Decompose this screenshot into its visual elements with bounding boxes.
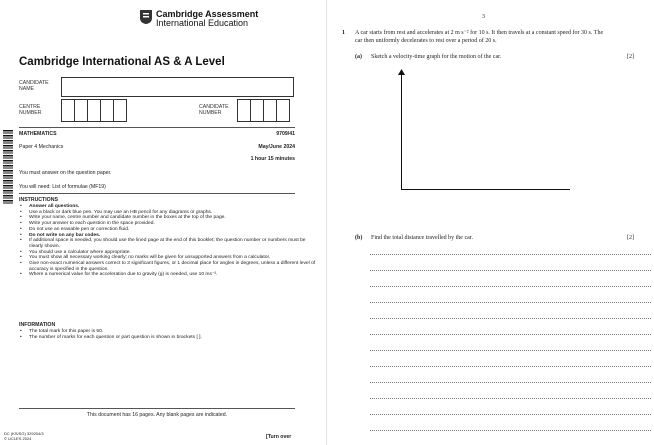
answer-line[interactable] bbox=[370, 382, 651, 383]
answer-line[interactable] bbox=[370, 334, 651, 335]
cambridge-logo bbox=[140, 10, 258, 28]
list-item: • Answer all questions. bbox=[19, 204, 317, 210]
question-text-2: car then uniformly decelerates to rest over a period of 20 s. bbox=[355, 38, 497, 44]
candidate-number-cell[interactable] bbox=[263, 99, 277, 122]
answer-line[interactable] bbox=[370, 430, 651, 431]
logo-line-2: International Education bbox=[156, 18, 249, 28]
instructions-heading: INSTRUCTIONS bbox=[19, 197, 58, 203]
list-item: • The total mark for this paper is 50. bbox=[19, 329, 317, 335]
list-item: • You must show all necessary working clearly; no marks will be given for unsupported answers from a calculator. bbox=[19, 255, 317, 261]
answer-line[interactable] bbox=[370, 366, 651, 367]
candidate-name-label: CANDIDATE NAME bbox=[19, 80, 49, 92]
divider bbox=[19, 193, 295, 194]
list-item: • The number of marks for each question or part question is shown in brackets [ ]. bbox=[19, 335, 317, 341]
session: May/June 2024 bbox=[258, 144, 295, 150]
logo-line-1: Cambridge Assessment bbox=[156, 9, 259, 19]
answer-note: You must answer on the question paper. bbox=[19, 170, 112, 176]
candidate-number-field[interactable] bbox=[238, 99, 290, 122]
centre-number-cell[interactable] bbox=[61, 99, 75, 122]
centre-number-cell[interactable] bbox=[87, 99, 101, 122]
answer-line[interactable] bbox=[370, 270, 651, 271]
list-item: • Use a black or dark blue pen. You may use an HB pencil for any diagrams or graphs. bbox=[19, 210, 317, 216]
question-page bbox=[332, 0, 654, 445]
page-divider bbox=[326, 0, 327, 445]
subject: MATHEMATICS bbox=[19, 131, 57, 137]
paper-code: 9709/41 bbox=[276, 131, 295, 137]
answer-line[interactable] bbox=[370, 398, 651, 399]
part-a-label: (a) bbox=[355, 54, 362, 60]
axis-arrow-icon bbox=[398, 69, 405, 75]
question-text-1: A car starts from rest and accelerates at 2 m s⁻² for 10 s. It then travels at a constant speed for 30 s. The bbox=[355, 30, 604, 36]
copyright: © UCLES 2024 bbox=[4, 436, 32, 441]
page-number: 3 bbox=[482, 14, 485, 20]
candidate-number-label: CANDIDATE NUMBER bbox=[199, 104, 229, 116]
candidate-number-cell[interactable] bbox=[237, 99, 251, 122]
answer-line[interactable] bbox=[370, 414, 651, 415]
centre-number-cell[interactable] bbox=[113, 99, 127, 122]
materials-note: You will need: List of formulae (MF19) bbox=[19, 184, 106, 190]
information-list bbox=[19, 329, 317, 340]
centre-number-field[interactable] bbox=[62, 99, 127, 122]
centre-number-cell[interactable] bbox=[100, 99, 114, 122]
centre-number-label: CENTRE NUMBER bbox=[19, 104, 42, 116]
part-a-marks: [2] bbox=[627, 54, 634, 60]
divider bbox=[19, 408, 295, 409]
list-item: • If additional space is needed, you should use the lined page at the end of this booklet; the question number or numbers must be clearly shown. bbox=[19, 238, 317, 249]
list-item: • Write your name, centre number and candidate number in the boxes at the top of the page. bbox=[19, 215, 317, 221]
candidate-name-field[interactable] bbox=[61, 77, 294, 97]
page-title: Cambridge International AS & A Level bbox=[19, 56, 225, 68]
paper-name: Paper 4 Mechanics bbox=[19, 144, 64, 150]
centre-number-cell[interactable] bbox=[74, 99, 88, 122]
answer-line[interactable] bbox=[370, 302, 651, 303]
crest-icon bbox=[140, 10, 152, 24]
cover-page bbox=[0, 0, 322, 445]
list-item: • You should use a calculator where appropriate. bbox=[19, 250, 317, 256]
candidate-number-cell[interactable] bbox=[250, 99, 264, 122]
instructions-list bbox=[19, 204, 317, 278]
answer-line[interactable] bbox=[370, 254, 651, 255]
part-b-marks: [2] bbox=[627, 235, 634, 241]
part-b-text: Find the total distance travelled by the car. bbox=[371, 235, 473, 241]
answer-line[interactable] bbox=[370, 286, 651, 287]
information-heading: INFORMATION bbox=[19, 322, 56, 328]
list-item: • Give non-exact numerical answers correct to 3 significant figures, or 1 decimal place for angles in degrees, unless a different level of accuracy is specified in the question. bbox=[19, 261, 317, 272]
turn-over: [Turn over bbox=[266, 434, 292, 440]
list-item: • Do not write on any bar codes. bbox=[19, 233, 317, 239]
divider bbox=[19, 127, 295, 128]
barcode bbox=[3, 130, 13, 205]
question-number: 1 bbox=[342, 30, 345, 36]
list-item: • Do not use an erasable pen or correction fluid. bbox=[19, 227, 317, 233]
duration: 1 hour 15 minutes bbox=[250, 156, 295, 162]
list-item: • Where a numerical value for the acceleration due to gravity (g) is needed, use 10 ms⁻². bbox=[19, 272, 317, 278]
candidate-number-cell[interactable] bbox=[276, 99, 290, 122]
velocity-time-axes[interactable] bbox=[398, 69, 570, 193]
answer-line[interactable] bbox=[370, 350, 651, 351]
part-a-text: Sketch a velocity-time graph for the motion of the car. bbox=[371, 54, 502, 60]
document-code: DC (KS/SG) 329204/3 bbox=[4, 431, 44, 436]
list-item: • Write your answer to each question in the space provided. bbox=[19, 221, 317, 227]
answer-line[interactable] bbox=[370, 318, 651, 319]
part-b-label: (b) bbox=[355, 235, 363, 241]
page-count-note: This document has 16 pages. Any blank pages are indicated. bbox=[86, 412, 228, 418]
